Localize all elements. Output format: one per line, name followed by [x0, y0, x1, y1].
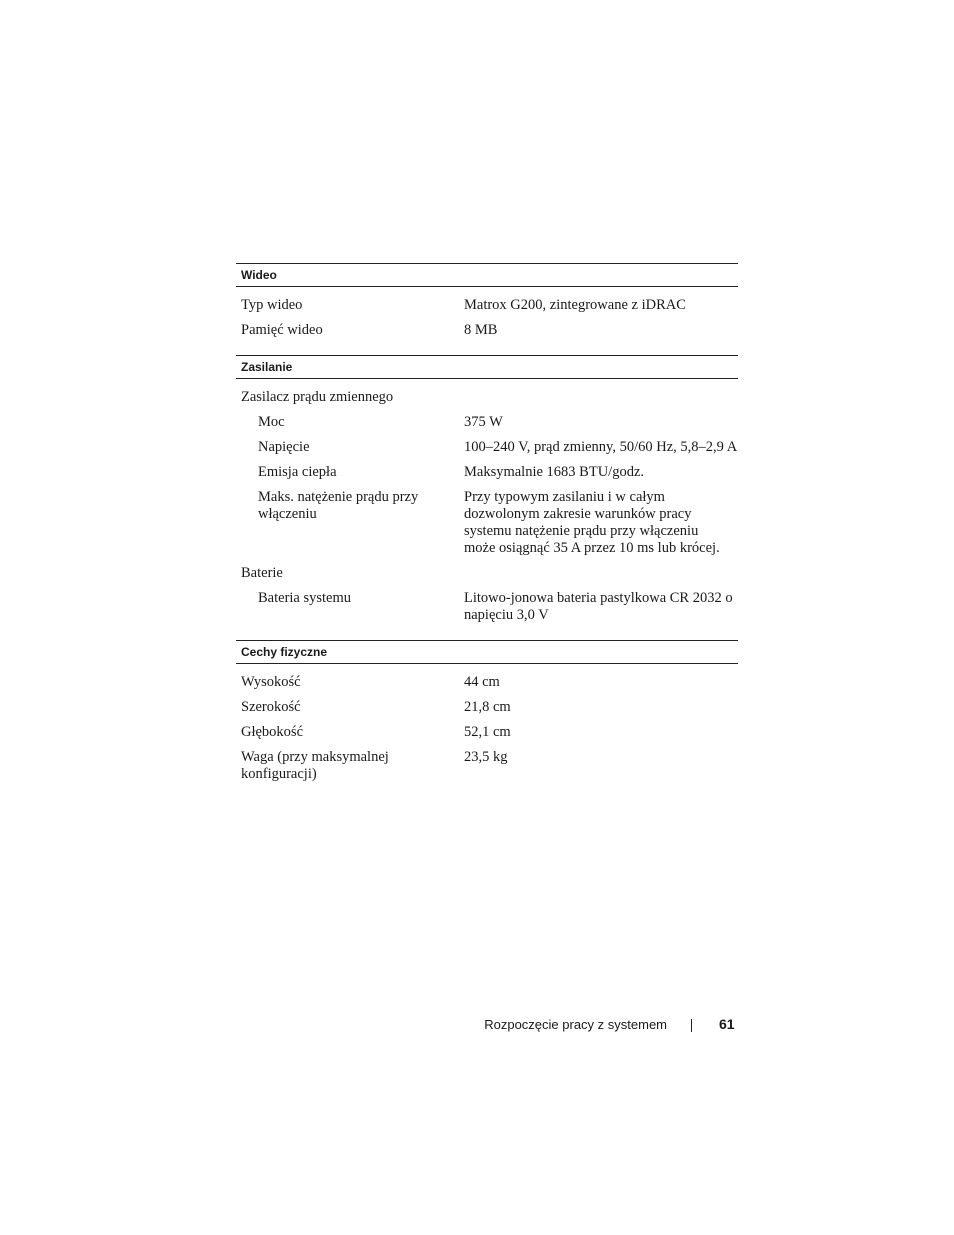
spec-row — [236, 414, 738, 431]
section-physical — [236, 640, 738, 799]
footer-title: Rozpoczęcie pracy z systemem — [484, 1017, 667, 1032]
spec-value: 21,8 cm — [464, 699, 511, 715]
spec-row — [236, 565, 738, 582]
spec-value: 52,1 cm — [464, 724, 511, 740]
section-video — [236, 263, 738, 355]
spec-label: Napięcie — [258, 439, 310, 455]
spec-value: 375 W — [464, 414, 503, 430]
spec-label: Typ wideo — [241, 297, 303, 313]
spec-row — [236, 489, 738, 557]
spec-value: 100–240 V, prąd zmienny, 50/60 Hz, 5,8–2,9 A — [464, 439, 738, 455]
spec-value: 23,5 kg — [464, 749, 508, 765]
spec-label: Pamięć wideo — [241, 322, 323, 338]
spec-row — [236, 439, 738, 456]
spec-value — [464, 565, 738, 582]
spec-value: Maksymalnie 1683 BTU/godz. — [464, 464, 645, 480]
spec-label: Głębokość — [241, 724, 304, 740]
spec-label: Emisja ciepła — [258, 464, 337, 480]
page-footer — [0, 1016, 954, 1036]
spec-value: 8 MB — [464, 322, 498, 338]
spec-label: Zasilacz prądu zmiennego — [241, 389, 394, 405]
section-body — [236, 379, 738, 640]
spec-row — [236, 699, 738, 716]
spec-row — [236, 322, 738, 339]
page-number: 61 — [719, 1016, 735, 1032]
spec-label: Maks. natężenie prądu przy włączeniu — [258, 489, 419, 522]
spec-value: Litowo-jonowa bateria pastylkowa CR 2032 o napięciu 3,0 V — [464, 590, 733, 623]
spec-label: Szerokość — [241, 699, 301, 715]
spec-row — [236, 590, 738, 624]
spec-label: Wysokość — [241, 674, 301, 690]
spec-label: Waga (przy maksymalnej konfiguracji) — [241, 749, 389, 782]
spec-row — [236, 674, 738, 691]
spec-row — [236, 297, 738, 314]
section-body — [236, 664, 738, 799]
footer-separator — [691, 1019, 692, 1032]
spec-label: Moc — [258, 414, 285, 430]
spec-value: Matrox G200, zintegrowane z iDRAC — [464, 297, 686, 313]
spec-value — [464, 389, 738, 406]
section-header: Cechy fizyczne — [236, 640, 738, 664]
spec-row — [236, 389, 738, 406]
section-header: Wideo — [236, 263, 738, 287]
section-header: Zasilanie — [236, 355, 738, 379]
spec-row — [236, 724, 738, 741]
spec-row — [236, 464, 738, 481]
spec-value: 44 cm — [464, 674, 500, 690]
spec-table — [236, 263, 738, 799]
spec-value: Przy typowym zasilaniu i w całym dozwolonym zakresie warunków pracy systemu natężenie prądu przy włączeniu może osiągnąć 35 A przez 10 ms lub krócej. — [464, 489, 720, 556]
spec-row — [236, 749, 738, 783]
section-body — [236, 287, 738, 355]
spec-label: Bateria systemu — [258, 590, 352, 606]
section-power — [236, 355, 738, 640]
spec-label: Baterie — [241, 565, 283, 581]
